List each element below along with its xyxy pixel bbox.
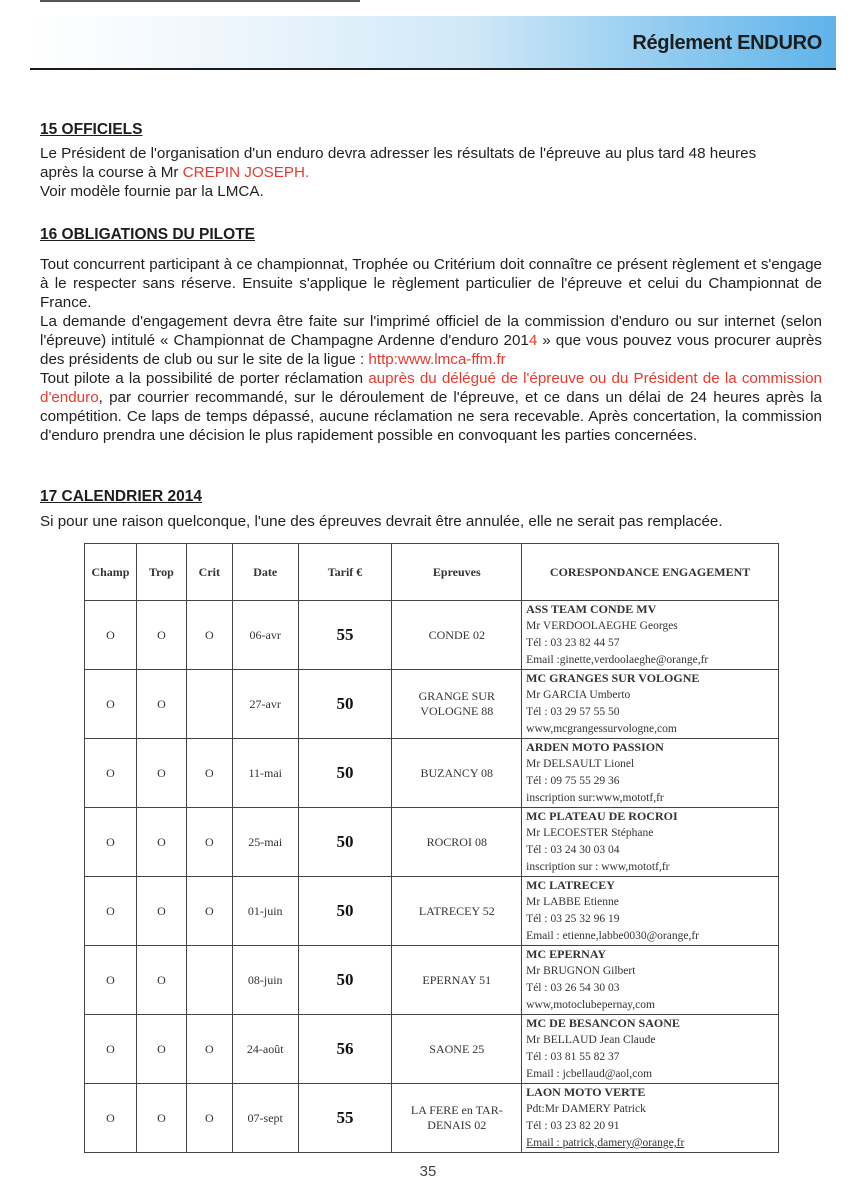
contact-name: Mr DELSAULT Lionel — [526, 758, 635, 770]
trop-cell: O — [136, 1084, 186, 1153]
contact-extra: inscription sur:www,mototf,fr — [526, 792, 664, 804]
tarif-cell: 55 — [298, 1084, 392, 1153]
column-header-date: Date — [232, 544, 298, 601]
section-16-body — [40, 255, 822, 445]
contact-name: Mr BELLAUD Jean Claude — [526, 1034, 656, 1046]
club-name: MC PLATEAU DE ROCROI — [526, 809, 678, 823]
correspondance-cell — [522, 1084, 779, 1153]
correspondance-cell — [522, 601, 779, 670]
tarif-cell: 50 — [298, 808, 392, 877]
table-header-row — [85, 544, 779, 601]
table-row — [85, 1084, 779, 1153]
champ-cell: O — [85, 946, 137, 1015]
contact-extra: Email :ginette,verdoolaeghe@orange,fr — [526, 654, 709, 666]
phone-number: Tél : 03 23 82 20 91 — [526, 1120, 620, 1132]
contact-name: Mr VERDOOLAEGHE Georges — [526, 620, 678, 632]
club-name: MC GRANGES SUR VOLOGNE — [526, 671, 700, 685]
table-row — [85, 739, 779, 808]
correspondance-cell — [522, 1015, 779, 1084]
phone-number: Tél : 03 23 82 44 57 — [526, 637, 620, 649]
correspondance-cell — [522, 670, 779, 739]
trop-cell: O — [136, 877, 186, 946]
phone-number: Tél : 03 81 55 82 37 — [526, 1051, 620, 1063]
epreuve-cell: EPERNAY 51 — [392, 946, 522, 1015]
crit-cell — [186, 670, 232, 739]
date-cell: 07-sept — [232, 1084, 298, 1153]
contact-name: Mr LABBE Etienne — [526, 896, 619, 908]
phone-number: Tél : 03 24 30 03 04 — [526, 844, 620, 856]
table-row — [85, 670, 779, 739]
league-website-link[interactable]: http:www.lmca-ffm.fr — [368, 351, 506, 368]
trop-cell: O — [136, 601, 186, 670]
official-name: CREPIN JOSEPH. — [182, 164, 310, 181]
section-16-para-3: Tout pilote a la possibilité de porter réclamation auprès du délégué de l'épreuve ou du Président de la commission d'enduro, par courrier recommandé, sur le déroulement de l'épreuve, et ce dans un délai de 24 heures après la compétition. Ce laps de temps dépassé, aucune réclamation ne sera recevable. Après concertation, la commission d'enduro prendra une décision le plus rapidement possible en convoquant les parties concernées. — [40, 370, 822, 444]
trop-cell: O — [136, 946, 186, 1015]
section-15-line-2: après la course à Mr CREPIN JOSEPH. — [40, 164, 310, 181]
section-16-para-2: La demande d'engagement devra être faite sur l'imprimé officiel de la commission d'enduro ou sur internet (selon l'épreuve) intitulé « Championnat de Champagne Ardenne d'enduro 2014 » que vous pouvez vous procurer auprès des présidents de club ou sur le site de la ligue : http:www.lmca-ffm.fr — [40, 313, 823, 368]
club-name: MC LATRECEY — [526, 878, 615, 892]
tarif-cell: 50 — [298, 946, 392, 1015]
calendar-table — [84, 543, 779, 1153]
column-header-correspondance: CORESPONDANCE ENGAGEMENT — [522, 544, 779, 601]
epreuve-cell: BUZANCY 08 — [392, 739, 522, 808]
tarif-cell: 50 — [298, 877, 392, 946]
champ-cell: O — [85, 877, 137, 946]
trop-cell: O — [136, 1015, 186, 1084]
contact-extra: inscription sur : www,mototf,fr — [526, 861, 670, 873]
date-cell: 08-juin — [232, 946, 298, 1015]
table-row — [85, 877, 779, 946]
section-15-line-3: Voir modèle fournie par la LMCA. — [40, 183, 264, 200]
crit-cell: O — [186, 808, 232, 877]
contact-extra: www,motoclubepernay,com — [526, 999, 655, 1011]
correspondance-cell — [522, 946, 779, 1015]
table-row — [85, 1015, 779, 1084]
epreuve-cell: ROCROI 08 — [392, 808, 522, 877]
champ-cell: O — [85, 1015, 137, 1084]
crit-cell — [186, 946, 232, 1015]
date-cell: 06-avr — [232, 601, 298, 670]
column-header-trop: Trop — [136, 544, 186, 601]
column-header-tarif: Tarif € — [298, 544, 392, 601]
contact-extra: Email : etienne,labbe0030@orange,fr — [526, 930, 699, 942]
contact-name: Mr BRUGNON Gilbert — [526, 965, 636, 977]
champ-cell: O — [85, 1084, 137, 1153]
section-15-body — [40, 144, 822, 201]
contact-extra: Email : patrick,damery@orange,fr — [526, 1137, 685, 1149]
champ-cell: O — [85, 670, 137, 739]
epreuve-cell: GRANGE SUR VOLOGNE 88 — [392, 670, 522, 739]
date-cell: 11-mai — [232, 739, 298, 808]
crit-cell: O — [186, 877, 232, 946]
epreuve-cell: SAONE 25 — [392, 1015, 522, 1084]
column-header-epreuves: Epreuves — [392, 544, 522, 601]
contact-name: Mr LECOESTER Stéphane — [526, 827, 654, 839]
date-cell: 27-avr — [232, 670, 298, 739]
date-cell: 25-mai — [232, 808, 298, 877]
tarif-cell: 55 — [298, 601, 392, 670]
phone-number: Tél : 09 75 55 29 36 — [526, 775, 620, 787]
champ-cell: O — [85, 601, 137, 670]
correspondance-cell — [522, 877, 779, 946]
top-rule — [40, 0, 360, 2]
tarif-cell: 56 — [298, 1015, 392, 1084]
contact-extra: www,mcgrangessurvologne,com — [526, 723, 677, 735]
section-15-line-1: Le Président de l'organisation d'un enduro devra adresser les résultats de l'épreuve au plus tard 48 heures — [40, 145, 757, 162]
column-header-crit: Crit — [186, 544, 232, 601]
correspondance-cell — [522, 808, 779, 877]
table-row — [85, 946, 779, 1015]
tarif-cell: 50 — [298, 670, 392, 739]
table-row — [85, 808, 779, 877]
section-17-intro: Si pour une raison quelconque, l'une des épreuves devrait être annulée, elle ne serait pas remplacée. — [40, 513, 723, 530]
table-row — [85, 601, 779, 670]
crit-cell: O — [186, 1015, 232, 1084]
date-cell: 01-juin — [232, 877, 298, 946]
epreuve-cell: LATRECEY 52 — [392, 877, 522, 946]
club-name: LAON MOTO VERTE — [526, 1085, 646, 1099]
date-cell: 24-août — [232, 1015, 298, 1084]
header-rule — [30, 68, 836, 70]
crit-cell: O — [186, 739, 232, 808]
champ-cell: O — [85, 739, 137, 808]
crit-cell: O — [186, 601, 232, 670]
trop-cell: O — [136, 739, 186, 808]
correspondance-cell — [522, 739, 779, 808]
section-16-para-1: Tout concurrent participant à ce championnat, Trophée ou Critérium doit connaître ce présent règlement et s'engage à le respecter sans réserve. Ensuite s'applique le règlement particulier de l'épreuve et celui du Championnat de France. — [40, 256, 822, 311]
trop-cell: O — [136, 808, 186, 877]
club-name: ARDEN MOTO PASSION — [526, 740, 664, 754]
phone-number: Tél : 03 25 32 96 19 — [526, 913, 620, 925]
document-title: Réglement ENDURO — [632, 32, 822, 54]
phone-number: Tél : 03 29 57 55 50 — [526, 706, 620, 718]
contact-name: Pdt:Mr DAMERY Patrick — [526, 1103, 646, 1115]
epreuve-cell: LA FERE en TAR-DENAIS 02 — [392, 1084, 522, 1153]
club-name: MC EPERNAY — [526, 947, 607, 961]
club-name: ASS TEAM CONDE MV — [526, 602, 657, 616]
phone-number: Tél : 03 26 54 30 03 — [526, 982, 620, 994]
contact-name: Mr GARCIA Umberto — [526, 689, 631, 701]
column-header-champ: Champ — [85, 544, 137, 601]
epreuve-cell: CONDE 02 — [392, 601, 522, 670]
page-number: 35 — [419, 1163, 437, 1180]
champ-cell: O — [85, 808, 137, 877]
section-17-title: 17 CALENDRIER 2014 — [40, 488, 202, 505]
tarif-cell: 50 — [298, 739, 392, 808]
section-16-title: 16 OBLIGATIONS DU PILOTE — [40, 226, 256, 243]
crit-cell: O — [186, 1084, 232, 1153]
section-15-title: 15 OFFICIELS — [40, 121, 143, 138]
club-name: MC DE BESANCON SAONE — [526, 1016, 680, 1030]
contact-extra: Email : jcbellaud@aol,com — [526, 1068, 653, 1080]
trop-cell: O — [136, 670, 186, 739]
